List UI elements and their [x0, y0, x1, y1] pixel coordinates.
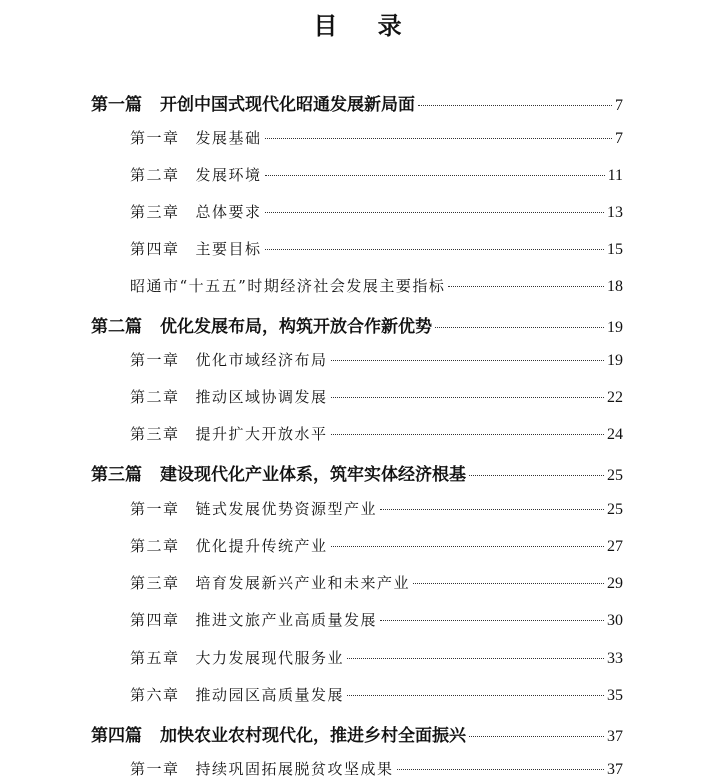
toc-entry-text — [130, 647, 344, 668]
chapter-number: 第二章 — [130, 390, 180, 406]
chapter-title: 主要目标 — [195, 240, 262, 258]
chapter-number: 第二章 — [130, 168, 180, 184]
toc-chapter-indicators[interactable] — [130, 275, 623, 297]
toc-chapter[interactable] — [130, 572, 623, 594]
toc-chapter[interactable] — [130, 386, 623, 408]
page-number: 13 — [607, 204, 623, 221]
toc-entry-text — [130, 238, 262, 259]
toc-entry-text — [130, 386, 328, 407]
chapter-title: 昭通市“十五五”时期经济社会发展主要指标 — [130, 277, 446, 295]
chapter-title: 总体要求 — [195, 203, 262, 221]
chapter-number: 第一章 — [130, 353, 180, 369]
page-number: 25 — [607, 501, 623, 518]
page-number: 27 — [607, 538, 623, 555]
part-number: 第三篇 — [91, 465, 142, 484]
part-number: 第二篇 — [91, 317, 142, 336]
chapter-title: 优化市域经济布局 — [195, 351, 328, 369]
chapter-number: 第三章 — [130, 205, 180, 221]
toc-chapter[interactable] — [130, 238, 623, 260]
toc-entry-text — [130, 201, 262, 222]
part-title: 加快农业农村现代化，推进乡村全面振兴 — [160, 726, 466, 746]
dot-leader — [265, 212, 604, 213]
page-number: 19 — [607, 319, 623, 336]
page-number: 22 — [607, 389, 623, 406]
toc-entry-text — [91, 721, 466, 746]
page-number: 37 — [607, 728, 623, 745]
dot-leader — [448, 286, 604, 287]
chapter-title: 持续巩固拓展脱贫攻坚成果 — [195, 760, 394, 778]
toc-entry-text — [130, 572, 410, 593]
page-number: 24 — [607, 426, 623, 443]
toc-entry-text — [91, 460, 466, 485]
part-number: 第四篇 — [91, 726, 142, 745]
part-number: 第一篇 — [91, 95, 142, 114]
chapter-title: 培育发展新兴产业和未来产业 — [195, 574, 411, 592]
chapter-number: 第六章 — [130, 688, 180, 704]
dot-leader — [380, 620, 604, 621]
toc-entry-text — [130, 423, 328, 444]
toc-chapter[interactable] — [130, 498, 623, 520]
part-title: 建设现代化产业体系，筑牢实体经济根基 — [160, 465, 466, 485]
dot-leader — [469, 736, 604, 737]
toc-entry-text — [130, 498, 377, 519]
dot-leader — [413, 583, 604, 584]
toc-chapter[interactable] — [130, 758, 623, 780]
chapter-number: 第一章 — [130, 502, 180, 518]
toc-chapter[interactable] — [130, 423, 623, 445]
chapter-number: 第三章 — [130, 576, 180, 592]
chapter-number: 第一章 — [130, 131, 180, 147]
page-number: 35 — [607, 687, 623, 704]
dot-leader — [347, 658, 604, 659]
chapter-number: 第四章 — [130, 242, 180, 258]
chapter-title: 优化提升传统产业 — [195, 537, 328, 555]
dot-leader — [331, 360, 604, 361]
toc-entry-text — [130, 164, 262, 185]
dot-leader — [265, 249, 604, 250]
page-number: 33 — [607, 650, 623, 667]
page-title: 目 录 — [313, 12, 418, 40]
toc-chapter[interactable] — [130, 684, 623, 706]
toc-entry-text — [91, 90, 415, 115]
chapter-title: 推进文旅产业高质量发展 — [195, 611, 378, 629]
chapter-title: 提升扩大开放水平 — [195, 425, 328, 443]
toc-part-3[interactable] — [91, 460, 623, 485]
toc-chapter[interactable] — [130, 535, 623, 557]
part-title: 开创中国式现代化昭通发展新局面 — [160, 95, 415, 115]
page-number: 18 — [607, 278, 623, 295]
chapter-number: 第五章 — [130, 651, 180, 667]
toc-chapter[interactable] — [130, 164, 623, 186]
page-number: 30 — [607, 612, 623, 629]
toc-entry-text — [130, 349, 328, 370]
toc-chapter[interactable] — [130, 647, 623, 669]
toc-part-1[interactable] — [91, 90, 623, 115]
toc-entry-text — [91, 312, 432, 337]
toc-chapter[interactable] — [130, 609, 623, 631]
dot-leader — [435, 327, 604, 328]
dot-leader — [418, 105, 612, 106]
chapter-title: 大力发展现代服务业 — [195, 649, 345, 667]
page-number: 7 — [615, 97, 623, 114]
toc-part-4[interactable] — [91, 721, 623, 746]
part-title: 优化发展布局，构筑开放合作新优势 — [160, 317, 432, 337]
dot-leader — [380, 509, 604, 510]
page-number: 15 — [607, 241, 623, 258]
page-number: 7 — [615, 130, 623, 147]
chapter-number: 第一章 — [130, 762, 180, 778]
page-number: 37 — [607, 761, 623, 778]
dot-leader — [265, 175, 605, 176]
chapter-number: 第四章 — [130, 613, 180, 629]
chapter-title: 发展环境 — [195, 166, 262, 184]
page-number: 19 — [607, 352, 623, 369]
dot-leader — [265, 138, 612, 139]
toc-part-2[interactable] — [91, 312, 623, 337]
toc-entry-text — [130, 758, 394, 779]
chapter-number: 第二章 — [130, 539, 180, 555]
dot-leader — [331, 397, 604, 398]
toc-chapter[interactable] — [130, 349, 623, 371]
chapter-title: 推动区域协调发展 — [195, 388, 328, 406]
dot-leader — [397, 769, 604, 770]
toc-chapter[interactable] — [130, 201, 623, 223]
chapter-title: 链式发展优势资源型产业 — [195, 500, 378, 518]
page-number: 11 — [607, 167, 623, 184]
dot-leader — [469, 475, 604, 476]
toc-entry-text — [130, 127, 262, 148]
toc-chapter[interactable] — [130, 127, 623, 149]
dot-leader — [331, 546, 604, 547]
chapter-title: 发展基础 — [195, 129, 262, 147]
toc-entry-text — [130, 275, 445, 296]
dot-leader — [331, 434, 604, 435]
toc-entry-text — [130, 684, 344, 705]
dot-leader — [347, 695, 604, 696]
toc-entry-text — [130, 535, 328, 556]
page-number: 25 — [607, 467, 623, 484]
chapter-title: 推动园区高质量发展 — [195, 686, 345, 704]
page-number: 29 — [607, 575, 623, 592]
toc-entry-text — [130, 609, 377, 630]
chapter-number: 第三章 — [130, 427, 180, 443]
